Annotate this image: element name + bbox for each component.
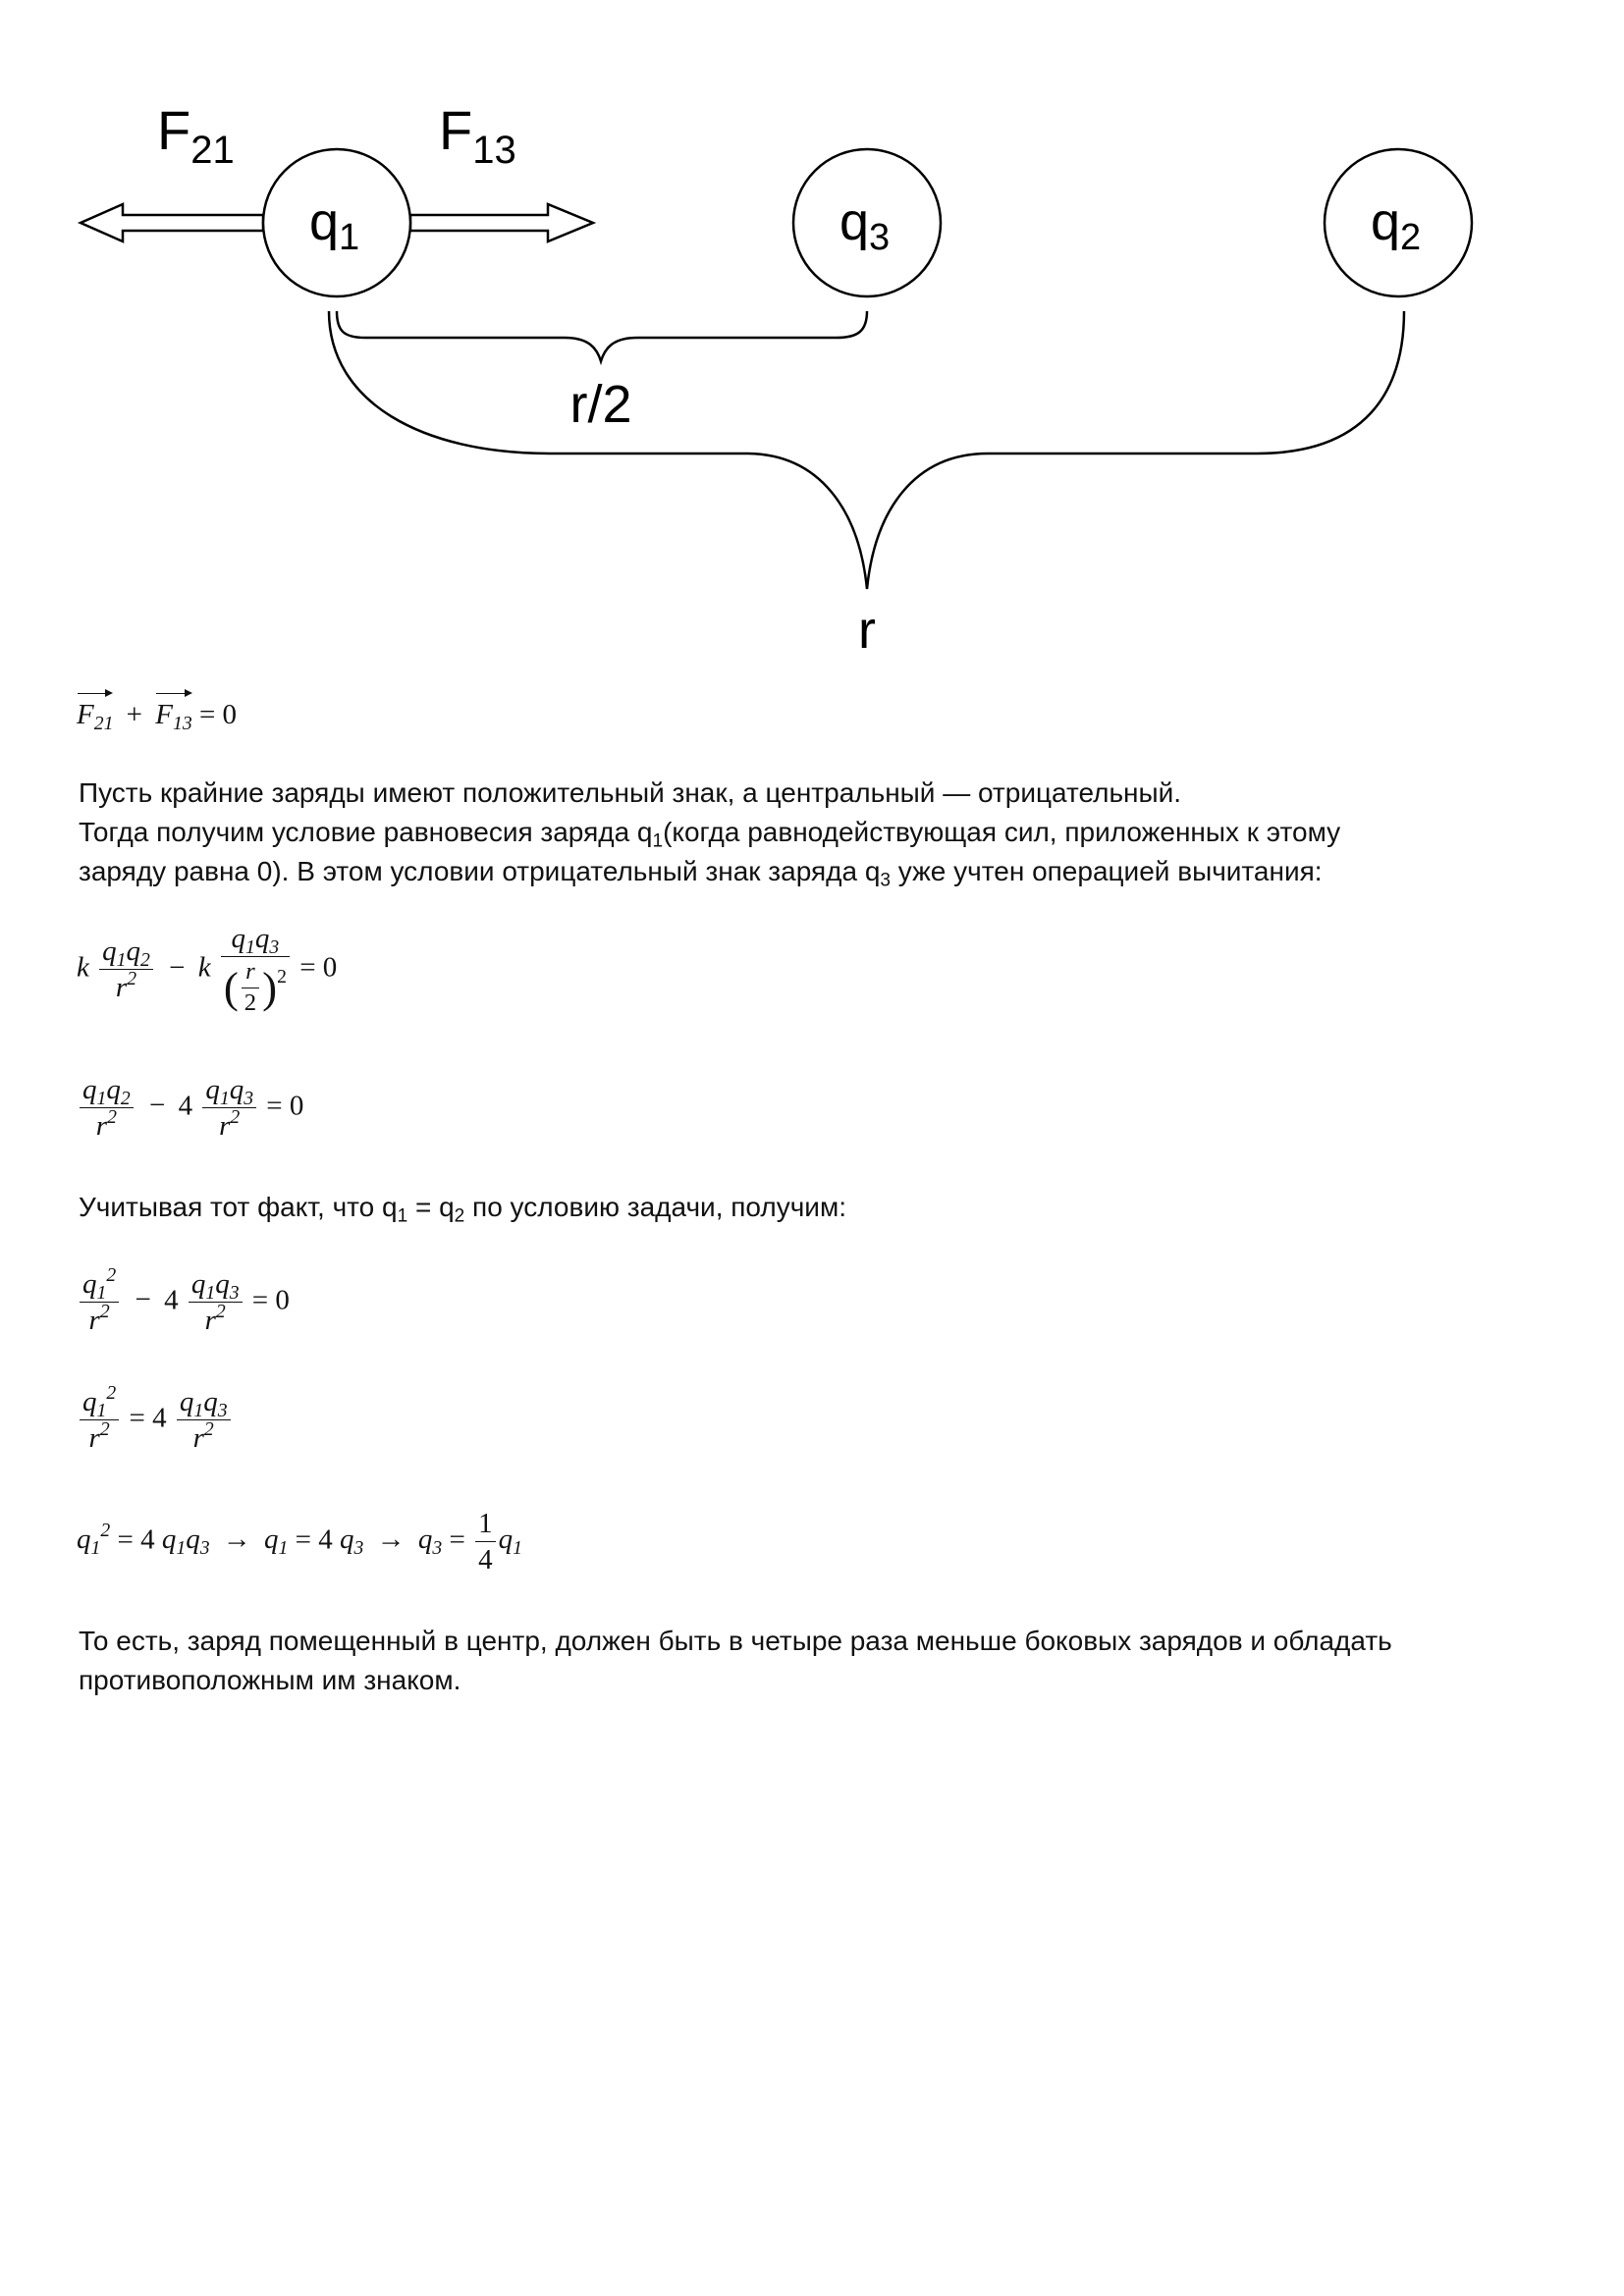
equation-result: $q_1^2 = 4$ $q_1q_3 \to q_1 = 4$ $q_3 \to q_3$ = $\frac{1}{4}$ $q_1$ <box>77 1506 522 1578</box>
paragraph-line: противоположным им знаком. <box>79 1665 461 1695</box>
equation-rearranged: $\frac{q_1^2}{r^2}$ = 4 $\frac{q_1q_3}{r^2}$ <box>77 1384 234 1457</box>
equation-vector-sum: $F_{21} + F_{13} = 0$ <box>77 689 237 731</box>
paragraph-line: Пусть крайние заряды имеют положительный знак, а центральный — отрицательный. <box>79 777 1182 808</box>
vector-f21: $F_{21}$ <box>77 689 113 731</box>
paragraph-condition: Учитывая тот факт, что $q_1 = q_2$ по условию задачи, получим: <box>79 1192 846 1227</box>
equation-equilibrium: k $\frac{q_1q_2}{r^2}$ − k $q_1q_3$ ( $\frac{r}{2}$ )$^2$ = 0 <box>77 921 337 1019</box>
brace-half-distance <box>337 311 867 361</box>
force-label-f13: $F_{13}$ <box>439 99 516 172</box>
paragraph-line: То есть, заряд помещенный в центр, должен быть в четыре раза меньше боковых зарядов и обладать <box>79 1626 1392 1656</box>
paragraph-line: заряду равна 0). В этом условии отрицательный знак заряда $q_3$ уже учтен операцией вычитания: <box>79 856 1323 891</box>
equation-substituted: $\frac{q_1^2}{r^2}$ − 4 $\frac{q_1q_3}{r^2}$ = 0 <box>77 1266 290 1339</box>
distance-half-label: r/2 <box>569 375 632 434</box>
charge-q2-label: q2 <box>1371 192 1422 258</box>
brace-full-distance <box>329 311 1404 589</box>
vector-f13: $F_{13}$ <box>155 689 191 731</box>
charges-diagram <box>0 0 1624 667</box>
paragraph-assumption <box>79 774 1551 891</box>
paragraph-line: Тогда получим условие равновесия заряда $q_1(когда$ равнодействующая сил, приложенных к этому <box>79 817 1341 852</box>
paragraph-conclusion <box>79 1622 1551 1700</box>
equation-simplified: $\frac{q_1q_2}{r^2}$ − 4 $\frac{q_1q_3}{r^2}$ = 0 <box>77 1072 303 1145</box>
force-arrow-right <box>410 204 593 241</box>
force-arrow-left <box>81 204 263 241</box>
distance-full-label: r <box>858 601 876 660</box>
charge-q1-label: q1 <box>309 192 360 258</box>
force-label-f21: $F_{21}$ <box>157 99 235 172</box>
charge-q3-label: q3 <box>839 192 891 258</box>
